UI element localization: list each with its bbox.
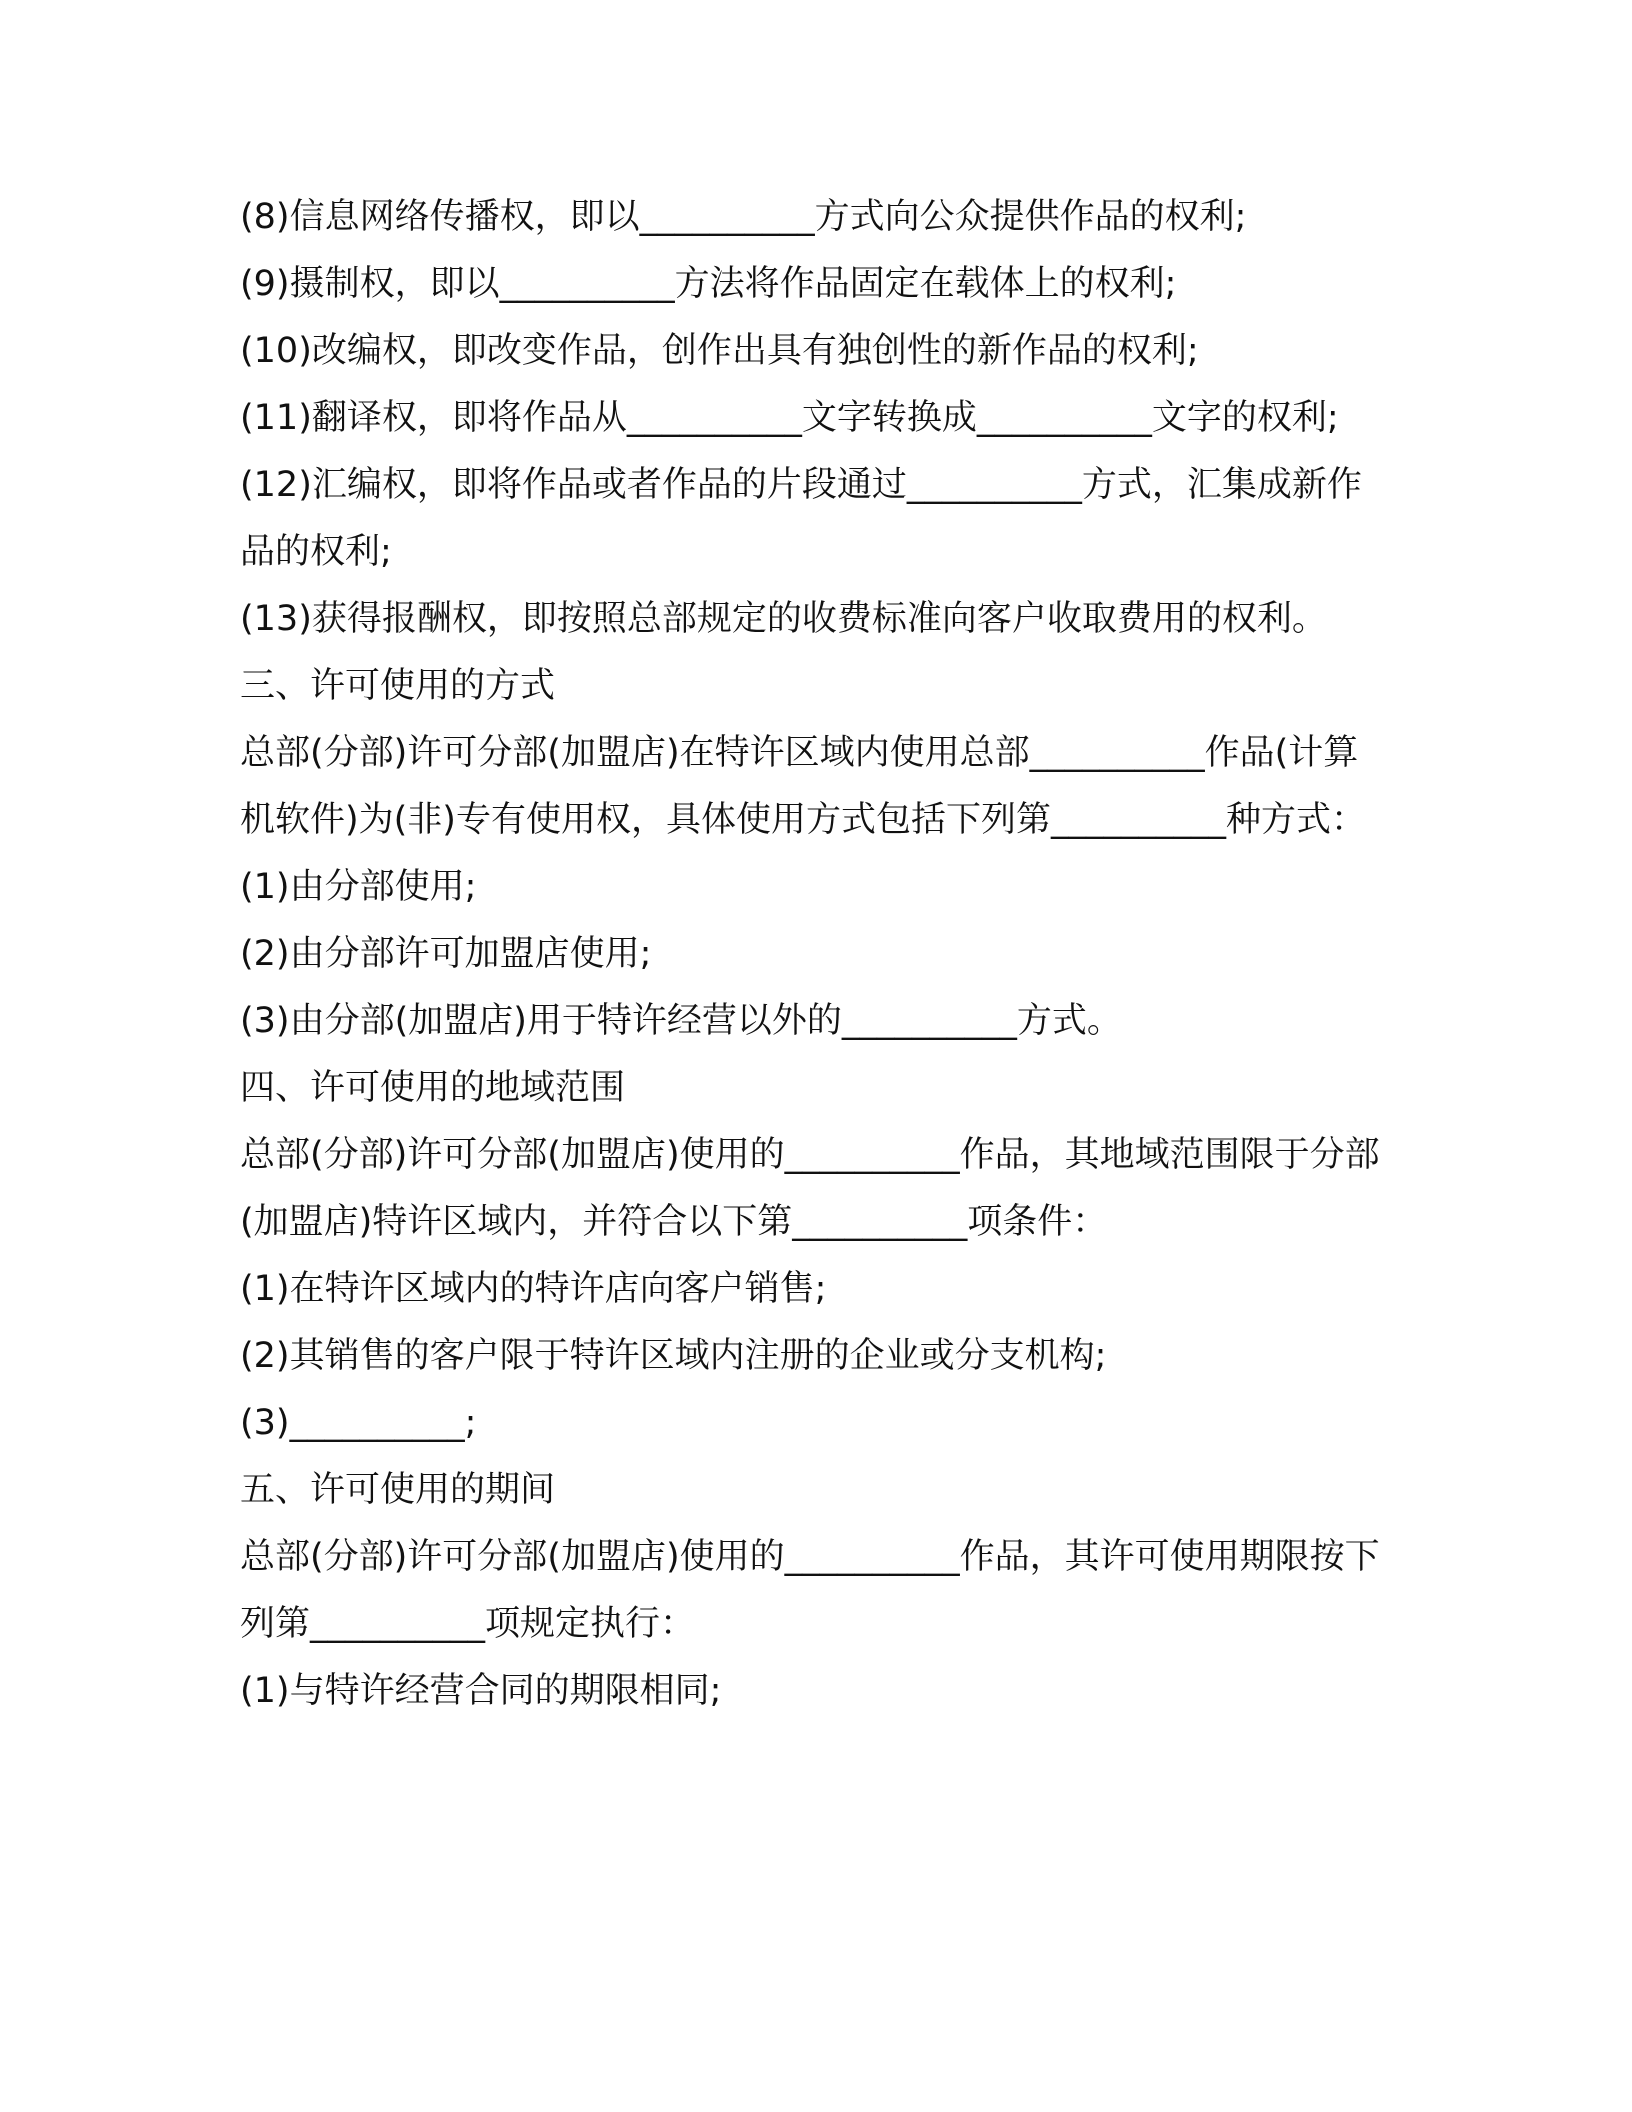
clause-8-network-right: (8)信息网络传播权，即以__________方式向公众提供作品的权利; bbox=[240, 197, 1247, 237]
section-3-item-1: (1)由分部使用; bbox=[240, 867, 477, 907]
clause-12-compilation-right: (12)汇编权，即将作品或者作品的片段通过__________方式，汇集成新作品的权利; bbox=[240, 465, 1362, 572]
section-5-item-1: (1)与特许经营合同的期限相同; bbox=[240, 1671, 722, 1711]
section-3-paragraph: 总部(分部)许可分部(加盟店)在特许区域内使用总部__________作品(计算机软件)为(非)专有使用权，具体使用方式包括下列第__________种方式： bbox=[240, 733, 1366, 840]
clause-11-translation-right: (11)翻译权，即将作品从__________文字转换成__________文字的权利; bbox=[240, 398, 1339, 438]
section-4-item-3: (3)__________; bbox=[240, 1403, 477, 1443]
section-3-item-3: (3)由分部(加盟店)用于特许经营以外的__________方式。 bbox=[240, 1001, 1122, 1041]
section-5-heading: 五、许可使用的期间 bbox=[240, 1470, 556, 1510]
section-4-item-2: (2)其销售的客户限于特许区域内注册的企业或分支机构; bbox=[240, 1336, 1107, 1376]
clause-9-filming-right: (9)摄制权，即以__________方法将作品固定在载体上的权利; bbox=[240, 264, 1177, 304]
section-5-paragraph: 总部(分部)许可分部(加盟店)使用的__________作品，其许可使用期限按下列第__________项规定执行： bbox=[240, 1537, 1380, 1644]
section-4-heading: 四、许可使用的地域范围 bbox=[240, 1068, 626, 1108]
section-3-item-2: (2)由分部许可加盟店使用; bbox=[240, 934, 652, 974]
clause-13-remuneration-right: (13)获得报酬权，即按照总部规定的收费标准向客户收取费用的权利。 bbox=[240, 599, 1327, 639]
section-4-paragraph: 总部(分部)许可分部(加盟店)使用的__________作品，其地域范围限于分部(加盟店)特许区域内，并符合以下第__________项条件： bbox=[240, 1135, 1380, 1242]
section-4-item-1: (1)在特许区域内的特许店向客户销售; bbox=[240, 1269, 827, 1309]
clause-10-adaptation-right: (10)改编权，即改变作品，创作出具有独创性的新作品的权利; bbox=[240, 331, 1199, 371]
document-body bbox=[240, 184, 1390, 1725]
section-3-heading: 三、许可使用的方式 bbox=[240, 666, 556, 706]
